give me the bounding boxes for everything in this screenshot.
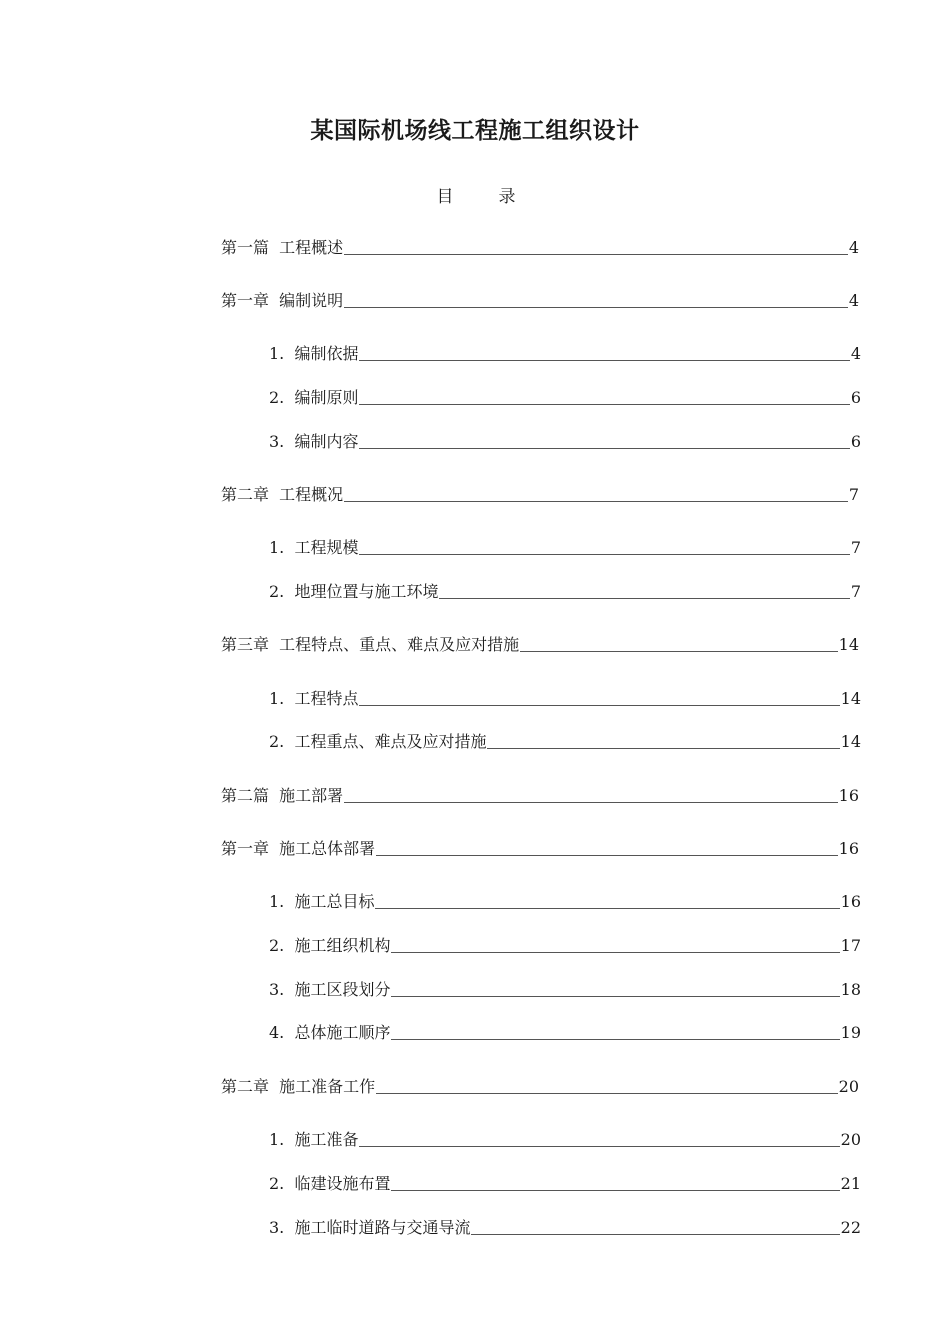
toc-leader-line (391, 952, 839, 953)
toc-entry-label: 2. 工程重点、难点及应对措施 (269, 732, 487, 751)
toc-entry-page: 18 (840, 980, 861, 999)
toc-entry[interactable] (269, 978, 861, 1000)
toc-entry-page: 16 (838, 839, 859, 858)
toc-entry-label: 1. 施工准备 (269, 1130, 359, 1149)
toc-entry-label: 第二篇 施工部署 (221, 786, 344, 805)
toc-leader-line (471, 1234, 839, 1235)
toc-entry-page: 6 (850, 432, 861, 451)
toc-leader-line (375, 908, 839, 909)
toc-entry[interactable] (269, 536, 861, 558)
toc-entry-page: 14 (840, 732, 861, 751)
toc-entry-page: 14 (840, 689, 861, 708)
toc-entry[interactable] (221, 483, 859, 505)
toc-entry-page: 4 (848, 238, 859, 257)
toc-entry-page: 22 (840, 1218, 861, 1237)
toc-entry-page: 20 (838, 1077, 859, 1096)
toc-entry-label: 第二章 施工准备工作 (221, 1077, 376, 1096)
toc-entry[interactable] (269, 1172, 861, 1194)
toc-heading-text: 目 录 (436, 187, 530, 207)
toc-entry-label: 2. 编制原则 (269, 388, 359, 407)
toc-entry-label: 2. 临建设施布置 (269, 1174, 391, 1193)
toc-entry-label: 第一章 施工总体部署 (221, 839, 376, 858)
toc-leader-line (359, 705, 839, 706)
toc-entry[interactable] (269, 386, 861, 408)
toc-entry-page: 19 (840, 1023, 861, 1042)
toc-entry[interactable] (221, 633, 859, 655)
toc-entry-label: 第二章 工程概况 (221, 485, 344, 504)
toc-entry-page: 16 (838, 786, 859, 805)
toc-entry-label: 4. 总体施工顺序 (269, 1023, 391, 1042)
toc-leader-line (376, 1093, 837, 1094)
toc-entry-page: 6 (850, 388, 861, 407)
toc-entry[interactable] (269, 580, 861, 602)
toc-entry-page: 7 (850, 582, 861, 601)
toc-entry-page: 7 (850, 538, 861, 557)
toc-entry-page: 20 (840, 1130, 861, 1149)
toc-entry[interactable] (221, 289, 859, 311)
toc-leader-line (439, 598, 849, 599)
toc-entry[interactable] (269, 1021, 861, 1043)
toc-entry[interactable] (269, 430, 861, 452)
toc-leader-line (520, 651, 837, 652)
toc-entry-page: 4 (848, 291, 859, 310)
toc-entry-label: 第一章 编制说明 (221, 291, 344, 310)
toc-entry-page: 4 (850, 344, 861, 363)
toc-entry[interactable] (221, 784, 859, 806)
toc-entry-label: 1. 施工总目标 (269, 892, 375, 911)
toc-entry[interactable] (269, 730, 861, 752)
toc-leader-line (376, 855, 837, 856)
toc-leader-line (359, 1146, 839, 1147)
toc-entry[interactable] (269, 934, 861, 956)
toc-entry-label: 第一篇 工程概述 (221, 238, 344, 257)
toc-entry[interactable] (269, 890, 861, 912)
toc-entry-label: 3. 编制内容 (269, 432, 359, 451)
toc-entry[interactable] (269, 1128, 861, 1150)
toc-entry[interactable] (269, 687, 861, 709)
toc-entry-label: 1. 编制依据 (269, 344, 359, 363)
toc-leader-line (344, 501, 848, 502)
toc-entry-page: 17 (840, 936, 861, 955)
toc-leader-line (487, 748, 839, 749)
toc-leader-line (344, 254, 848, 255)
toc-leader-line (359, 554, 849, 555)
toc-leader-line (391, 1039, 839, 1040)
toc-leader-line (391, 1190, 839, 1191)
toc-entry[interactable] (269, 1216, 861, 1238)
toc-entry[interactable] (221, 837, 859, 859)
toc-entry-page: 7 (848, 485, 859, 504)
toc-leader-line (344, 802, 837, 803)
toc-entry[interactable] (221, 236, 859, 258)
toc-entry-page: 21 (840, 1174, 861, 1193)
toc-entry-label: 3. 施工区段划分 (269, 980, 391, 999)
toc-entry-label: 1. 工程规模 (269, 538, 359, 557)
toc-entry-page: 16 (840, 892, 861, 911)
toc-leader-line (359, 448, 849, 449)
toc-leader-line (391, 996, 839, 997)
toc-entry-page: 14 (838, 635, 859, 654)
toc-leader-line (344, 307, 848, 308)
toc-leader-line (359, 404, 849, 405)
toc-entry-label: 2. 施工组织机构 (269, 936, 391, 955)
toc-entry[interactable] (269, 342, 861, 364)
toc-entry-label: 第三章 工程特点、重点、难点及应对措施 (221, 635, 520, 654)
toc-leader-line (359, 360, 849, 361)
toc-entry[interactable] (221, 1075, 859, 1097)
document-title: 某国际机场线工程施工组织设计 (310, 117, 640, 144)
toc-entry-label: 3. 施工临时道路与交通导流 (269, 1218, 471, 1237)
toc-entry-label: 2. 地理位置与施工环境 (269, 582, 439, 601)
toc-entry-label: 1. 工程特点 (269, 689, 359, 708)
